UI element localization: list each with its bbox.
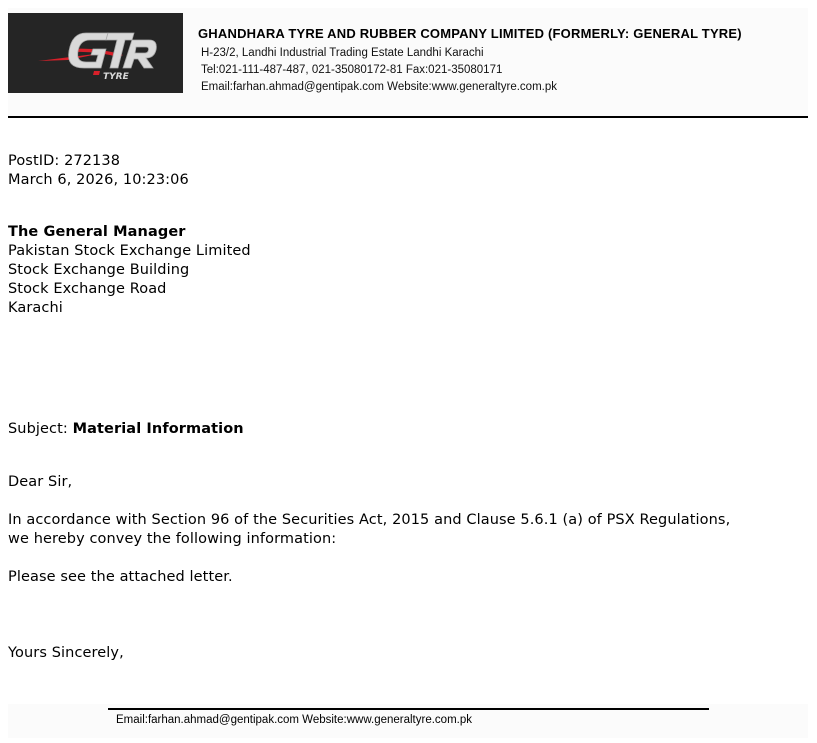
- company-contact: Email:farhan.ahmad@gentipak.com Website:www.generaltyre.com.pk: [201, 81, 557, 93]
- footer-contact: Email:farhan.ahmad@gentipak.com Website:www.generaltyre.com.pk: [116, 714, 472, 726]
- footer-divider: [108, 708, 709, 710]
- company-name: GHANDHARA TYRE AND RUBBER COMPANY LIMITED (FORMERLY: GENERAL TYRE): [198, 26, 742, 41]
- logo-subtext: TYRE: [103, 72, 129, 82]
- post-id: PostID: 272138: [8, 153, 121, 169]
- company-phones: Tel:021-111-487-487, 021-35080172-81 Fax:021-35080171: [201, 64, 503, 76]
- company-address: H-23/2, Landhi Industrial Trading Estate Landhi Karachi: [201, 47, 484, 59]
- body-paragraph-line: we hereby convey the following information:: [8, 531, 337, 547]
- letterhead: [8, 8, 808, 116]
- subject-value: Material Information: [72, 421, 244, 437]
- body-paragraph-line: In accordance with Section 96 of the Securities Act, 2015 and Clause 5.6.1 (a) of PSX Regulations,: [8, 512, 731, 528]
- recipient-line: Stock Exchange Building: [8, 262, 190, 278]
- recipient-title: The General Manager: [8, 224, 186, 240]
- recipient-line: Karachi: [8, 300, 63, 316]
- logo-tyre-mark: [93, 71, 100, 75]
- subject-label: Subject:: [8, 421, 68, 437]
- recipient-line: Stock Exchange Road: [8, 281, 167, 297]
- recipient-line: Pakistan Stock Exchange Limited: [8, 243, 251, 259]
- salutation: Dear Sir,: [8, 474, 73, 490]
- subject-line: [8, 421, 244, 437]
- company-logo: [8, 13, 183, 93]
- header-divider: [8, 116, 808, 118]
- logo-letter-r: [123, 40, 156, 68]
- closing: Yours Sincerely,: [8, 645, 124, 661]
- body-note: Please see the attached letter.: [8, 569, 233, 585]
- gtr-logo-graphic: [8, 13, 183, 93]
- post-datetime: March 6, 2026, 10:23:06: [8, 172, 189, 188]
